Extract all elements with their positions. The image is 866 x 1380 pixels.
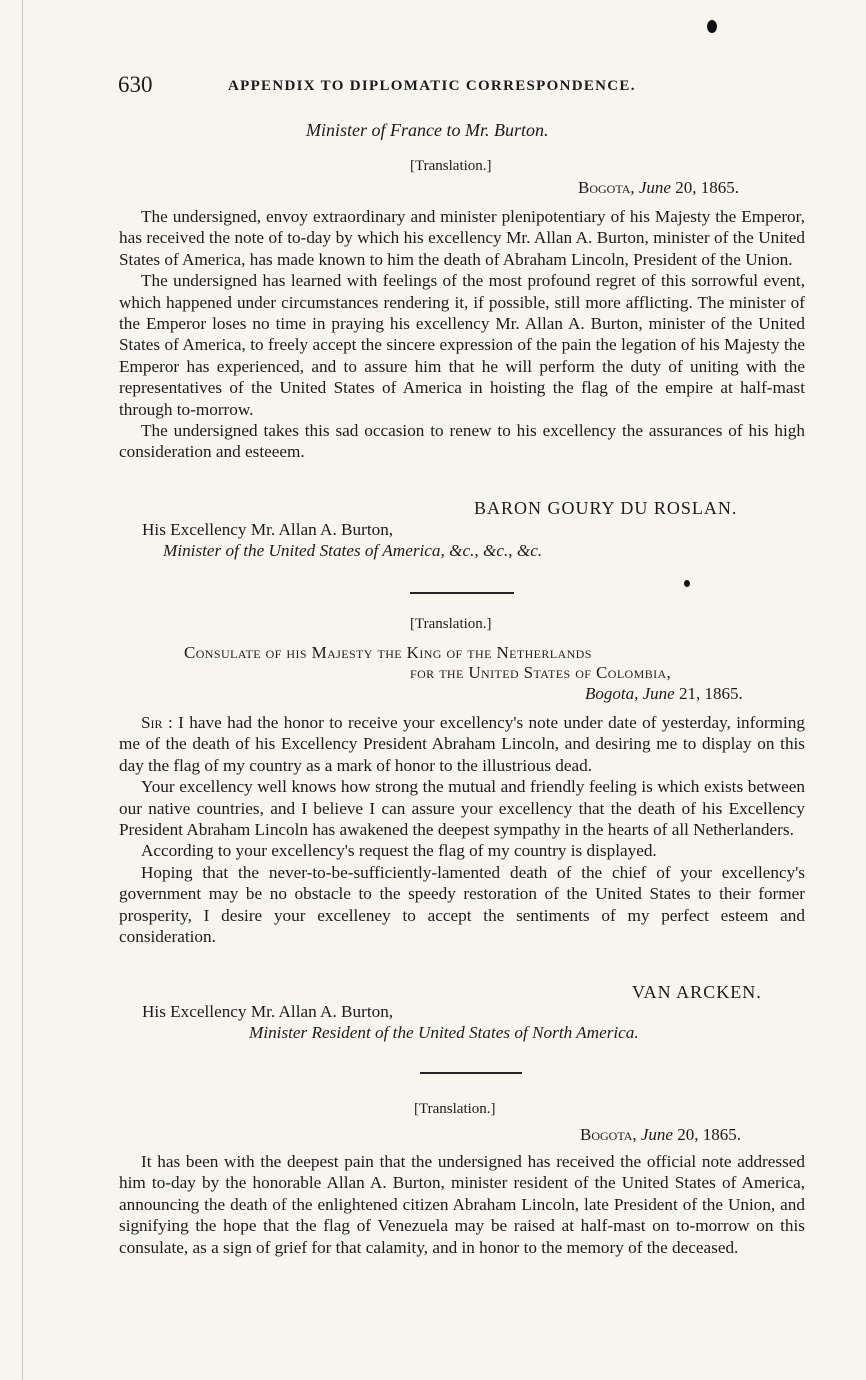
paragraph: Your excellency well knows how strong the mutual and friendly feeling is which exists between our native countries, and I believe I can assure your excellency that the death of his Excellency President Abraham Lincoln has awakened the deepest sympathy in the hearts of all Netherlanders.	[119, 777, 805, 840]
running-head: APPENDIX TO DIPLOMATIC CORRESPONDENCE.	[228, 78, 636, 94]
paragraph: The undersigned, envoy extraordinary and minister plenipotentiary of his Majesty the Emperor, has received the note of to-day by which his excellency Mr. Allan A. Burton, minister of the United States of America, has made known to him the death of Abraham Lincoln, President of the Union.	[119, 207, 805, 269]
paragraph: It has been with the deepest pain that the undersigned has received the official note addressed him to-day by the honorable Allan A. Burton, minister resident of the United States of America, announcing the death of the enlightened citizen Abraham Lincoln, late President of the Union, and signifying the hope that the flag of Venezuela may be raised at half-mast on to-morrow on this consulate, as a sign of grief for that calamity, and in honor to the memory of the deceased.	[119, 1152, 805, 1257]
page-edge-line	[22, 0, 23, 1380]
letter1-title: Minister of France to Mr. Burton.	[306, 120, 549, 140]
letter3-dateline	[580, 1125, 741, 1145]
date-day-year: 20, 1865.	[675, 178, 739, 197]
paragraph-text: I have had the honor to receive your excellency's note under date of yesterday, informing me of the death of his Excellency President Abraham Lincoln, and desiring me to display on this day the flag of my country as a mark of honor to the illustrious dead.	[119, 713, 805, 775]
letter3-body	[119, 1151, 805, 1258]
date-day-year: 21, 1865.	[678, 684, 743, 703]
ink-blot	[707, 20, 717, 33]
letter3-translation-note: [Translation.]	[414, 1101, 496, 1117]
letter2-translation-note: [Translation.]	[410, 616, 492, 632]
paragraph	[119, 712, 805, 776]
letter1-dateline	[578, 178, 739, 198]
letter2-addressee-title: Minister Resident of the United States of North America.	[249, 1023, 639, 1042]
date-place: Bogota,	[585, 684, 639, 703]
date-month: June	[642, 684, 675, 703]
page-number: 630	[118, 72, 153, 97]
letter1-addressee-title: Minister of the United States of America, &c., &c., &c.	[163, 541, 543, 560]
date-place: Bogota,	[580, 1125, 637, 1144]
letter2-addressee: His Excellency Mr. Allan A. Burton,	[142, 1002, 394, 1021]
date-place: Bogota,	[578, 178, 635, 197]
letter1-signature: BARON GOURY DU ROSLAN.	[474, 498, 738, 518]
paragraph: Hoping that the never-to-be-sufficiently-lamented death of the chief of your excellency's government may be no obstacle to the speedy restoration of the United States to their former prosperity, I desire your excelleney to accept the sentiments of my perfect esteem and consideration.	[119, 862, 805, 947]
ink-speck	[684, 580, 690, 587]
section-divider	[410, 592, 514, 594]
letter2-body	[119, 712, 805, 947]
paragraph: The undersigned has learned with feelings of the most profound regret of this sorrowful event, which happened under circumstances rendering it, if possible, still more afflicting. The minister of the Emperor loses no time in praying his excellency Mr. Allan A. Burton, minister of the United States of America, to freely accept the sincere expression of the pain the legation of his Majesty the Emperor has experienced, and to assure him that he will perform the duty of uniting with the representatives of the United States of America in hoisting the flag of the empire at half-mast through to-morrow.	[119, 271, 805, 419]
date-month: June	[638, 178, 671, 197]
date-day-year: 20, 1865.	[677, 1125, 741, 1144]
letter1-translation-note: [Translation.]	[410, 158, 492, 174]
salutation: Sir :	[141, 713, 173, 732]
letter1-body	[119, 206, 805, 463]
letter2-dateline	[585, 684, 743, 704]
letter2-signature: VAN ARCKEN.	[632, 982, 762, 1002]
letter2-heading-line1: Consulate of his Majesty the King of the Netherlands	[184, 643, 592, 662]
section-divider	[420, 1072, 522, 1074]
letter1-addressee: His Excellency Mr. Allan A. Burton,	[142, 520, 394, 539]
paragraph: The undersigned takes this sad occasion to renew to his excellency the assurances of his high consideration and esteeem.	[119, 421, 805, 462]
letter2-heading-line2: for the United States of Colombia,	[410, 663, 672, 682]
paragraph: According to your excellency's request the flag of my country is displayed.	[141, 841, 657, 861]
date-month: June	[640, 1125, 673, 1144]
